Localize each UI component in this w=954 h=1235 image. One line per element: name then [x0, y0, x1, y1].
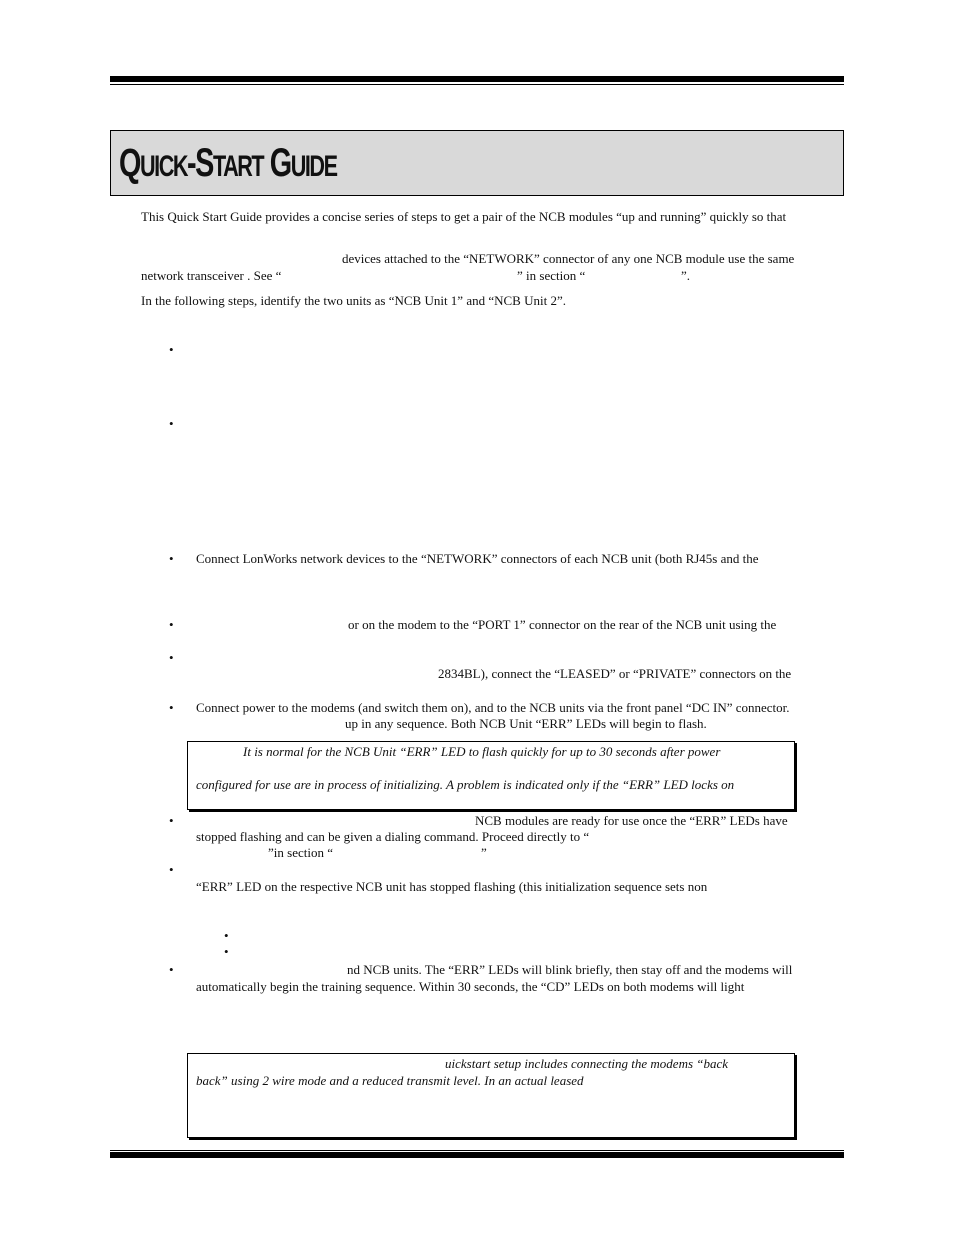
step-2-bullet: • [169, 416, 174, 431]
step-4-bullet: • [169, 617, 174, 632]
step-3-bullet: • [169, 551, 174, 566]
step-3-text: Connect LonWorks network devices to the “NETWORK” connectors of each NCB unit (both RJ45s and the [196, 551, 759, 566]
step-6-text-b: up in any sequence. Both NCB Unit “ERR” LEDs will begin to flash. [345, 716, 707, 731]
section-title-box [110, 130, 844, 196]
step-6-bullet: • [169, 700, 174, 715]
step-9-bullet: • [169, 962, 174, 977]
step-6-text-a: Connect power to the modems (and switch them on), and to the NCB units via the front panel “DC IN” connector. [196, 700, 790, 715]
step-9-text-b: automatically begin the training sequence. Within 30 seconds, the “CD” LEDs on both modems will light [196, 979, 745, 994]
bottom-rule-thick [110, 1152, 844, 1158]
intro-line-4: In the following steps, identify the two units as “NCB Unit 1” and “NCB Unit 2”. [141, 293, 566, 308]
intro-line-3b: ” in section “ [517, 268, 586, 283]
top-rule-thin [110, 84, 844, 85]
intro-line-3c: ”. [681, 268, 691, 283]
note-2-line-1: uickstart setup includes connecting the modems “back [445, 1056, 729, 1071]
intro-line-3a: network transceiver . See “ [141, 268, 282, 283]
step-4-text: or on the modem to the “PORT 1” connector on the rear of the NCB unit using the [348, 617, 777, 632]
step-7-text-d: ” [481, 845, 487, 860]
step-7-text-a: NCB modules are ready for use once the “ERR” LEDs have [475, 813, 788, 828]
step-1-bullet: • [169, 342, 174, 357]
step-5-text: 2834BL), connect the “LEASED” or “PRIVATE” connectors on the [438, 666, 792, 681]
bottom-rule-thin [110, 1150, 844, 1151]
step-7-text-b: stopped flashing and can be given a dialing command. Proceed directly to “ [196, 829, 590, 844]
note-2-line-2: back” using 2 wire mode and a reduced transmit level. In an actual leased [196, 1073, 584, 1088]
note-box-quickstart [187, 1053, 795, 1138]
step-5-bullet: • [169, 650, 174, 665]
step-8-bullet: • [169, 862, 174, 877]
step-7-bullet: • [169, 813, 174, 828]
step-9-text-a: nd NCB units. The “ERR” LEDs will blink briefly, then stay off and the modems will [347, 962, 793, 977]
top-rule-thick [110, 76, 844, 82]
note-1-line-1: It is normal for the NCB Unit “ERR” LED to flash quickly for up to 30 seconds after power [243, 744, 721, 759]
note-box-power [187, 741, 795, 810]
step-7-text-c: ”in section “ [268, 845, 333, 860]
note-1-line-2: configured for use are in process of initializing. A problem is indicated only if the “ERR” LED locks on [196, 777, 735, 792]
sub-bullet-2: • [224, 944, 229, 959]
sub-bullet-1: • [224, 928, 229, 943]
intro-line-2: devices attached to the “NETWORK” connector of any one NCB module use the same [342, 251, 795, 266]
step-8-text: “ERR” LED on the respective NCB unit has stopped flashing (this initialization sequence sets non [196, 879, 708, 894]
intro-line-1: This Quick Start Guide provides a concise series of steps to get a pair of the NCB modules “up and running” quickly so that [141, 209, 787, 224]
page-title: QUICK-START GUIDE [119, 141, 337, 185]
